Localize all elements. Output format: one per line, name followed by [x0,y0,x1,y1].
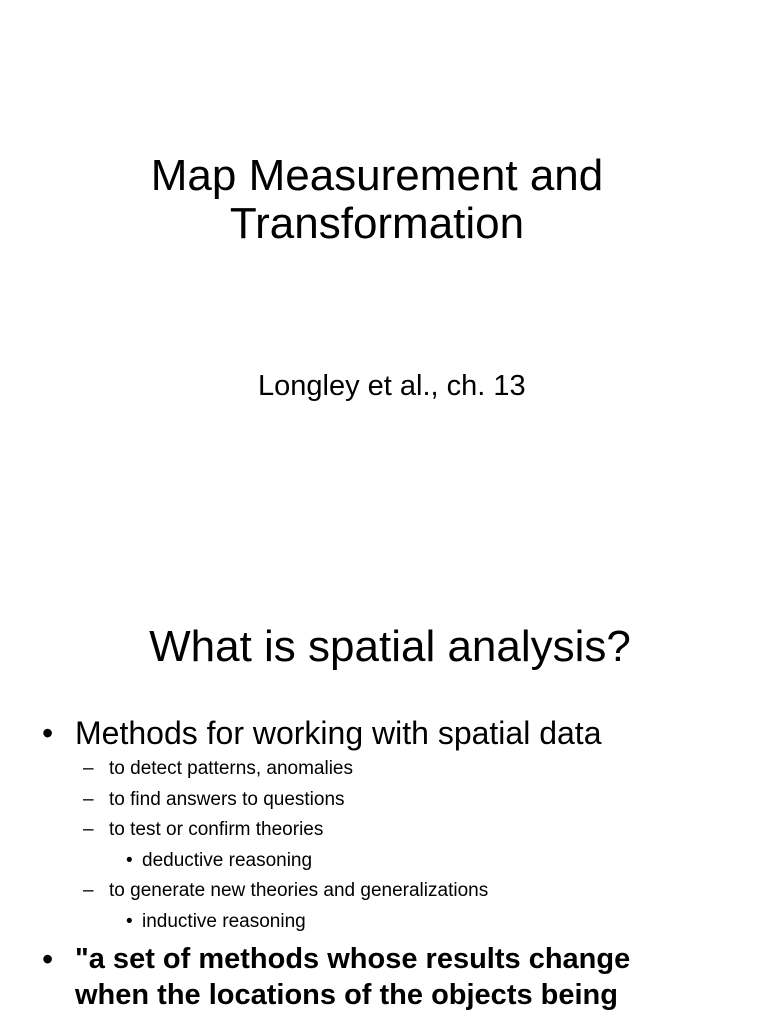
dash-marker: – [83,788,94,810]
subsub-item [40,907,760,938]
quote-bullet [40,941,760,1013]
bullet-marker: • [42,715,54,751]
sub-item [40,815,760,846]
main-bullet [40,712,760,754]
subsub-item-text: inductive reasoning [142,910,306,932]
slide1-title-line1: Map Measurement and [150,151,604,200]
sub-item [40,876,760,907]
sub-item-text: to find answers to questions [109,788,345,810]
dash-marker: – [83,819,94,840]
quote-line2: when the locations of the objects being [75,979,618,1011]
bullet-list [40,712,760,1013]
slide2-title: What is spatial analysis? [149,622,631,671]
bullet-marker: • [126,910,133,932]
sub-item [40,785,760,816]
subsub-item-text: deductive reasoning [142,849,313,871]
subsub-item [40,846,760,877]
bullet-marker: • [126,849,133,871]
sub-item-text: to test or confirm theories [109,819,324,840]
dash-marker: – [83,880,94,901]
sub-item [40,754,760,785]
dash-marker: – [83,758,94,779]
main-bullet-text: Methods for working with spatial data [75,715,602,751]
slide1-title-line2: Transformation [229,199,525,248]
sub-item-text: to generate new theories and generalizations [109,880,489,901]
bullet-marker: • [42,941,54,977]
slide1-title [0,152,754,248]
quote-line1: "a set of methods whose results change [75,943,631,975]
slide1-subtitle: Longley et al., ch. 13 [258,370,526,402]
sub-item-text: to detect patterns, anomalies [109,758,353,779]
